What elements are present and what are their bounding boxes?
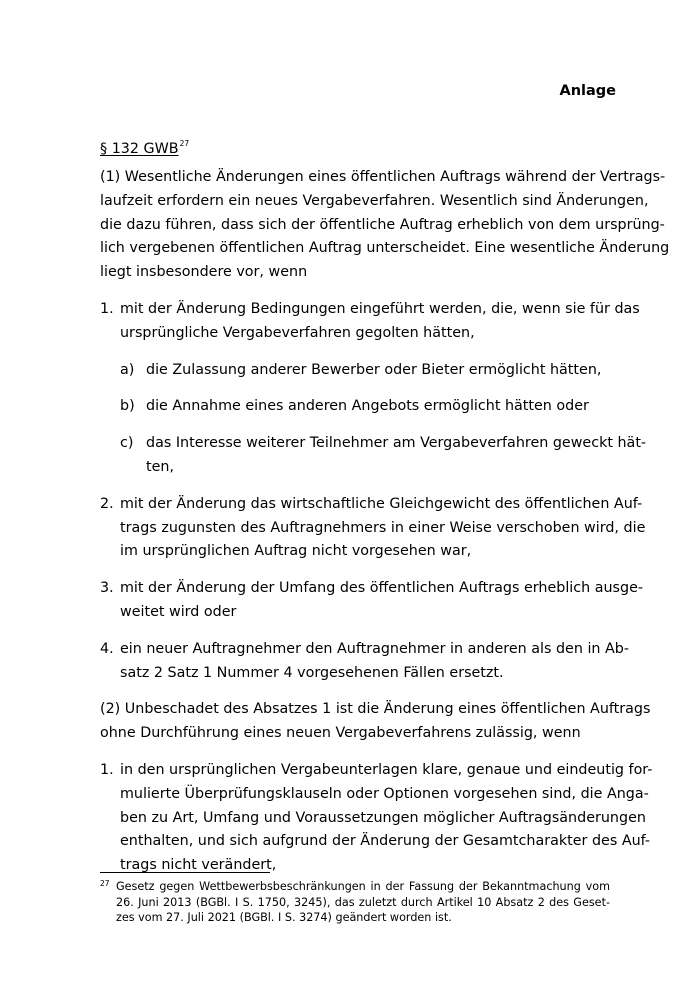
footnote-divider <box>100 872 270 873</box>
text-line: mit der Änderung der Umfang des öffentlichen Auftrags erheblich ausge- <box>120 580 644 597</box>
section-title <box>100 139 189 157</box>
list-item <box>100 638 630 686</box>
text-line: mit der Änderung Bedingungen eingeführt werden, die, wenn sie für das <box>120 300 640 317</box>
text-line: weitet wird oder <box>120 603 237 620</box>
list-item <box>100 298 640 346</box>
sub-list-item <box>100 395 616 419</box>
footnote <box>100 879 610 926</box>
text-line: die dazu führen, dass sich der öffentliche Auftrag erheblich von dem ursprüng- <box>100 216 665 233</box>
text-line: ein neuer Auftragnehmer den Auftragnehmer in anderen als den in Ab- <box>120 640 630 657</box>
text-line: enthalten, und sich aufgrund der Änderung der Gesamtcharakter des Auf- <box>120 833 651 850</box>
footnote-text <box>100 879 610 926</box>
list-item <box>100 493 646 564</box>
text-line: in den ursprünglichen Vergabeunterlagen klare, genaue und eindeutig for- <box>120 761 653 778</box>
text-line: 26. Juni 2013 (BGBl. I S. 1750, 3245), das zuletzt durch Artikel 10 Absatz 2 des Geset- <box>116 895 610 909</box>
list-number: 1. <box>100 761 114 778</box>
list-number: 2. <box>100 495 114 512</box>
text-line: ten, <box>146 458 175 475</box>
sub-list-letter: a) <box>120 361 135 378</box>
text-line: trags zugunsten des Auftragnehmers in einer Weise verschoben wird, die <box>120 519 646 536</box>
list-number: 1. <box>100 300 114 317</box>
list-item <box>100 577 644 625</box>
text-line: mit der Änderung das wirtschaftliche Gleichgewicht des öffentlichen Auf- <box>120 495 643 512</box>
list-item <box>100 759 653 878</box>
text-line: zes vom 27. Juli 2021 (BGBl. I S. 3274) geändert worden ist. <box>116 911 452 925</box>
text-line: (1) Wesentliche Änderungen eines öffentlichen Auftrags während der Vertrags- <box>100 169 666 185</box>
text-line: das Interesse weiterer Teilnehmer am Vergabeverfahren geweckt hät- <box>146 435 647 452</box>
sub-list-item <box>100 432 647 480</box>
text-line: ben zu Art, Umfang und Voraussetzungen möglicher Auftragsänderungen <box>120 809 646 826</box>
text-line: liegt insbesondere vor, wenn <box>100 264 308 281</box>
text-line: ohne Durchführung eines neuen Vergabeverfahrens zulässig, wenn <box>100 725 581 742</box>
text-line: laufzeit erfordern ein neues Vergabeverfahren. Wesentlich sind Änderungen, <box>100 192 649 209</box>
text-line: Gesetz gegen Wettbewerbsbeschränkungen in der Fassung der Bekanntmachung vom <box>116 880 610 893</box>
sub-list-letter: b) <box>120 398 135 415</box>
section-title-text: § 132 GWB <box>100 141 179 157</box>
annex-heading: Anlage <box>559 83 616 99</box>
document-body <box>100 166 670 891</box>
text-line: die Annahme eines anderen Angebots ermöglicht hätten oder <box>146 398 589 415</box>
list-number: 3. <box>100 580 114 597</box>
text-line: ursprüngliche Vergabeverfahren gegolten hätten, <box>120 324 475 341</box>
text-line: (2) Unbeschadet des Absatzes 1 ist die Änderung eines öffentlichen Auftrags <box>100 701 651 718</box>
list-number: 4. <box>100 640 114 657</box>
paragraph-1 <box>100 166 670 285</box>
text-line: mulierte Überprüfungsklauseln oder Optionen vorgesehen sind, die Anga- <box>120 785 649 802</box>
text-line: trags nicht verändert, <box>120 857 277 874</box>
text-line: die Zulassung anderer Bewerber oder Bieter ermöglicht hätten, <box>146 361 602 378</box>
text-line: lich vergebenen öffentlichen Auftrag unterscheidet. Eine wesentliche Änderung <box>100 240 670 257</box>
footnote-reference[interactable]: 27 <box>179 139 190 148</box>
footnote-number: 27 <box>100 879 110 888</box>
sub-list-item <box>100 359 616 383</box>
sub-list-letter: c) <box>120 435 134 452</box>
paragraph-2 <box>100 698 651 746</box>
text-line: satz 2 Satz 1 Nummer 4 vorgesehenen Fällen ersetzt. <box>120 664 504 681</box>
text-line: im ursprünglichen Auftrag nicht vorgesehen war, <box>120 543 472 560</box>
